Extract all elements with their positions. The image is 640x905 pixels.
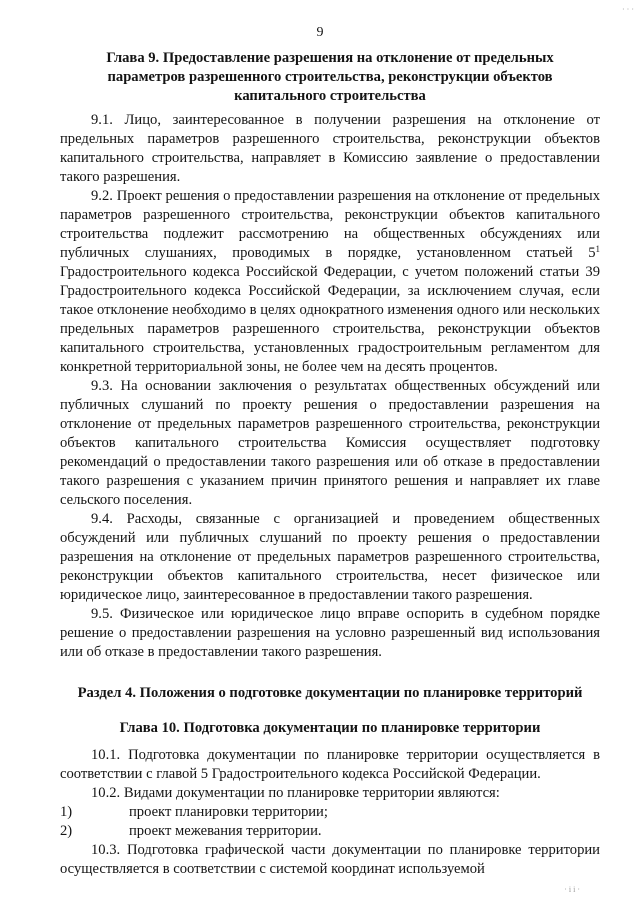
chapter-9-title-line-1: Глава 9. Предоставление разрешения на отклонение от предельных bbox=[106, 50, 554, 66]
page-content bbox=[60, 49, 600, 879]
list-item-2-number: 2) bbox=[60, 823, 73, 839]
list-item-2-text: проект межевания территории. bbox=[129, 823, 322, 839]
corner-mark: · · · bbox=[622, 5, 634, 14]
paragraph-10-1: 10.1. Подготовка документации по планировке территории осуществляется в соответствии с главой 5 Градостроительного кодекса Российской Федерации. bbox=[60, 747, 600, 782]
paragraph-9-3: 9.3. На основании заключения о результатах общественных обсуждений или публичных слушаний по проекту решения о предоставлении разрешения на отклонение от предельных параметров разрешенного строительства, реконструкции объектов капитального строительства Комиссия осуществляет подготовку рекомендаций о предоставлении такого разрешения или об отказе в предоставлении такого разрешения с указанием причин принятого решения и направляет их главе сельского поселения. bbox=[60, 378, 600, 508]
chapter-9-title bbox=[60, 49, 600, 106]
paragraph-10-2: 10.2. Видами документации по планировке территории являются: bbox=[91, 785, 500, 801]
list-item-1-text: проект планировки территории; bbox=[129, 804, 328, 820]
chapter-10-title: Глава 10. Подготовка документации по планировке территории bbox=[119, 720, 541, 736]
footer-mark: · i i · bbox=[564, 885, 580, 894]
section-4-title: Раздел 4. Положения о подготовке документации по планировке территорий bbox=[77, 685, 583, 701]
list-item-2 bbox=[60, 822, 600, 841]
page-number: 9 bbox=[316, 25, 324, 40]
paragraph-9-2-end: Градостроительного кодекса Российской Федерации, с учетом положений статьи 39 Градостроительного кодекса Российской Федерации, за исключением случая, если такое отклонение необходимо в целях однократного изменения одного или нескольких предельных параметров разрешенного строительства, реконструкции объектов капитального строительства, установленных градостроительным регламентом для конкретной территориальной зоны, не более чем на десять процентов. bbox=[60, 264, 600, 375]
paragraph-9-4: 9.4. Расходы, связанные с организацией и проведением общественных обсуждений или публичных слушаний по проекту решения о предоставлении разрешения на отклонение от предельных параметров разрешенного строительства, реконструкции объектов капитального строительства, несет физическое или юридическое лицо, заинтересованное в предоставлении такого разрешения. bbox=[60, 511, 600, 603]
paragraph-9-1: 9.1. Лицо, заинтересованное в получении разрешения на отклонение от предельных параметров разрешенного строительства, реконструкции объектов капитального строительства, направляет в Комиссию заявление о предоставлении такого разрешения. bbox=[60, 112, 600, 185]
paragraph-10-3: 10.3. Подготовка графической части документации по планировке территории осуществляется в соответствии с системой координат используемой bbox=[60, 842, 600, 877]
list-item-1-number: 1) bbox=[60, 804, 73, 820]
chapter-9-title-line-3: капитального строительства bbox=[234, 88, 426, 104]
paragraph-9-2-start: 9.2. Проект решения о предоставлении разрешения на отклонение от предельных параметров разрешенного строительства, реконструкции объектов капитального строительства подлежит рассмотрению на общественных обсуждениях или публичных слушаниях, проводимых в порядке, установленном статьей 5 bbox=[60, 188, 600, 261]
paragraph-9-2 bbox=[60, 187, 600, 377]
list-item-1 bbox=[60, 803, 600, 822]
paragraph-9-5: 9.5. Физическое или юридическое лицо вправе оспорить в судебном порядке решение о предоставлении разрешения на условно разрешенный вид использования или об отказе в предоставлении такого разрешения. bbox=[60, 606, 600, 660]
chapter-9-title-line-2: параметров разрешенного строительства, реконструкции объектов bbox=[107, 69, 553, 85]
article-superscript: 1 bbox=[595, 244, 600, 254]
